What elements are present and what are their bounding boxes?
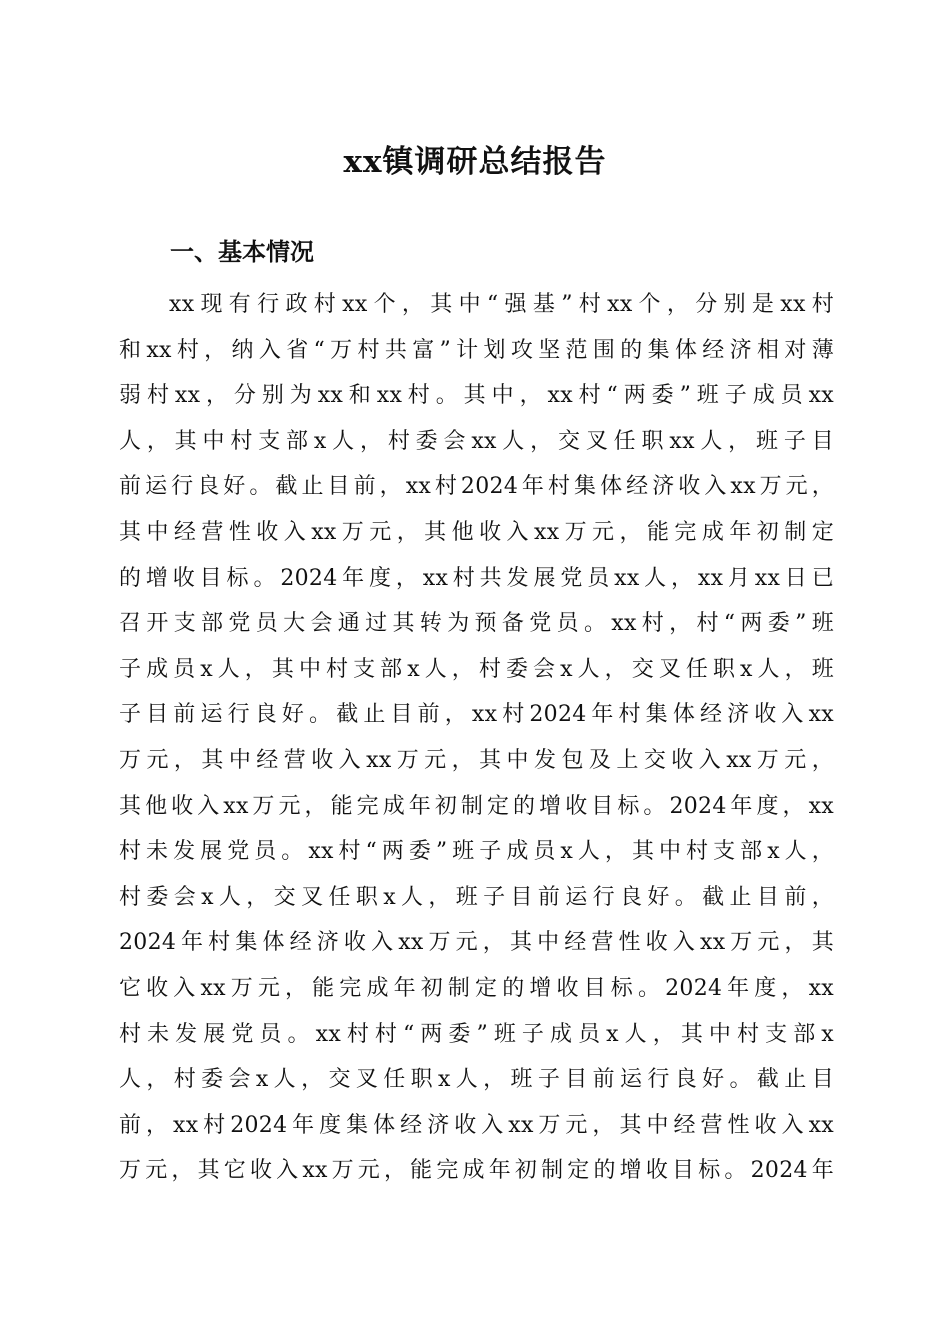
paragraph-line: 人，其中村支部x人，村委会xx人，交叉任职xx人，班子目 <box>119 428 834 454</box>
paragraph-line: 2024年村集体经济收入xx万元，其中经营性收入xx万元，其 <box>119 930 834 956</box>
paragraph-line: 万元，其它收入xx万元，能完成年初制定的增收目标。2024年 <box>119 1158 834 1184</box>
paragraph-line: 它收入xx万元，能完成年初制定的增收目标。2024年度，xx <box>119 975 834 1001</box>
paragraph-line: 的增收目标。2024年度，xx村共发展党员xx人，xx月xx日已 <box>119 565 834 591</box>
paragraph-line: 子目前运行良好。截止目前，xx村2024年村集体经济收入xx <box>119 702 834 728</box>
paragraph-line: 村未发展党员。xx村村“两委”班子成员x人，其中村支部x <box>119 1021 834 1047</box>
paragraph-line: 子成员x人，其中村支部x人，村委会x人，交叉任职x人，班 <box>119 656 834 682</box>
document-title: xx镇调研总结报告 <box>343 144 607 180</box>
body-paragraph <box>119 282 834 1194</box>
paragraph-line: 村未发展党员。xx村“两委”班子成员x人，其中村支部x人， <box>119 839 834 865</box>
paragraph-line: 其中经营性收入xx万元，其他收入xx万元，能完成年初制定 <box>119 519 834 545</box>
section-heading: 一、基本情况 <box>170 238 314 266</box>
paragraph-line: 召开支部党员大会通过其转为预备党员。xx村，村“两委”班 <box>119 611 834 637</box>
paragraph-line: xx现有行政村xx个，其中“强基”村xx个，分别是xx村 <box>169 292 834 317</box>
paragraph-line: 人，村委会x人，交叉任职x人，班子目前运行良好。截止目 <box>119 1067 834 1093</box>
paragraph-line: 万元，其中经营收入xx万元，其中发包及上交收入xx万元， <box>119 747 834 773</box>
paragraph-line: 前运行良好。截止目前，xx村2024年村集体经济收入xx万元， <box>119 474 834 500</box>
paragraph-line: 其他收入xx万元，能完成年初制定的增收目标。2024年度，xx <box>119 793 834 819</box>
paragraph-line: 村委会x人，交叉任职x人，班子目前运行良好。截止目前， <box>119 884 834 910</box>
paragraph-line: 和xx村，纳入省“万村共富”计划攻坚范围的集体经济相对薄 <box>119 337 834 363</box>
paragraph-line: 弱村xx，分别为xx和xx村。其中，xx村“两委”班子成员xx <box>119 383 834 409</box>
paragraph-line: 前，xx村2024年度集体经济收入xx万元，其中经营性收入xx <box>119 1112 834 1138</box>
